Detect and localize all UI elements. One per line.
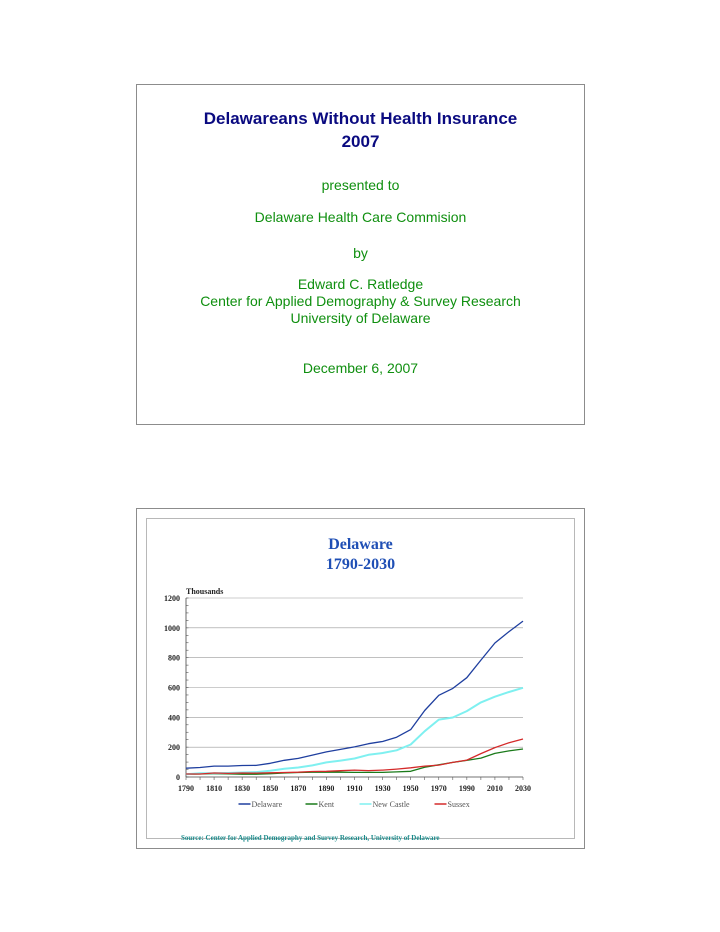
y-tick-label: 800 <box>168 653 180 663</box>
chart-title: Delaware <box>328 536 393 553</box>
legend-label-sussex: Sussex <box>447 800 470 809</box>
chart-slide <box>136 508 585 849</box>
x-tick-label: 1950 <box>402 784 419 793</box>
x-tick-label: 1810 <box>206 784 223 793</box>
slide-title-line2: 2007 <box>341 132 380 151</box>
x-tick-label: 1930 <box>374 784 391 793</box>
series-line-new-castle <box>186 688 523 774</box>
x-tick-label: 1910 <box>346 784 363 793</box>
x-tick-label: 1870 <box>290 784 307 793</box>
y-axis-label: Thousands <box>186 587 224 596</box>
title-slide <box>136 84 585 425</box>
y-tick-label: 600 <box>168 683 180 693</box>
x-tick-label: 1970 <box>430 784 447 793</box>
presented-to-text: presented to <box>321 177 400 193</box>
source-note: Source: Center for Applied Demography and Survey Research, University of Delaware <box>181 834 440 842</box>
legend-label-kent: Kent <box>318 800 335 809</box>
slide-title-line1: Delawareans Without Health Insurance <box>203 109 518 128</box>
y-tick-label: 1200 <box>164 594 180 603</box>
y-tick-label: 400 <box>168 713 180 723</box>
x-tick-label: 1830 <box>234 784 251 793</box>
x-tick-label: 1790 <box>178 784 194 793</box>
y-tick-label: 200 <box>168 743 180 753</box>
university-name: University of Delaware <box>290 310 431 326</box>
legend-label-new-castle: New Castle <box>372 800 410 809</box>
chart-frame <box>146 518 575 842</box>
author-name: Edward C. Ratledge <box>297 276 424 292</box>
series-line-delaware <box>186 621 523 768</box>
x-tick-label: 1990 <box>458 784 475 793</box>
by-text: by <box>353 245 368 261</box>
population-line-chart <box>147 519 574 819</box>
x-tick-label: 1890 <box>318 784 335 793</box>
presentation-date: December 6, 2007 <box>302 360 419 376</box>
x-tick-label: 1850 <box>262 784 279 793</box>
y-tick-label: 1000 <box>164 623 180 633</box>
center-name: Center for Applied Demography & Survey Research <box>200 293 521 309</box>
legend-label-delaware: Delaware <box>251 800 283 809</box>
x-tick-label: 2030 <box>515 784 531 793</box>
series-line-sussex <box>186 739 523 774</box>
chart-subtitle: 1790-2030 <box>325 556 396 573</box>
commission-name: Delaware Health Care Commision <box>254 209 467 225</box>
y-tick-label: 0 <box>176 773 180 782</box>
x-tick-label: 2010 <box>486 784 503 793</box>
